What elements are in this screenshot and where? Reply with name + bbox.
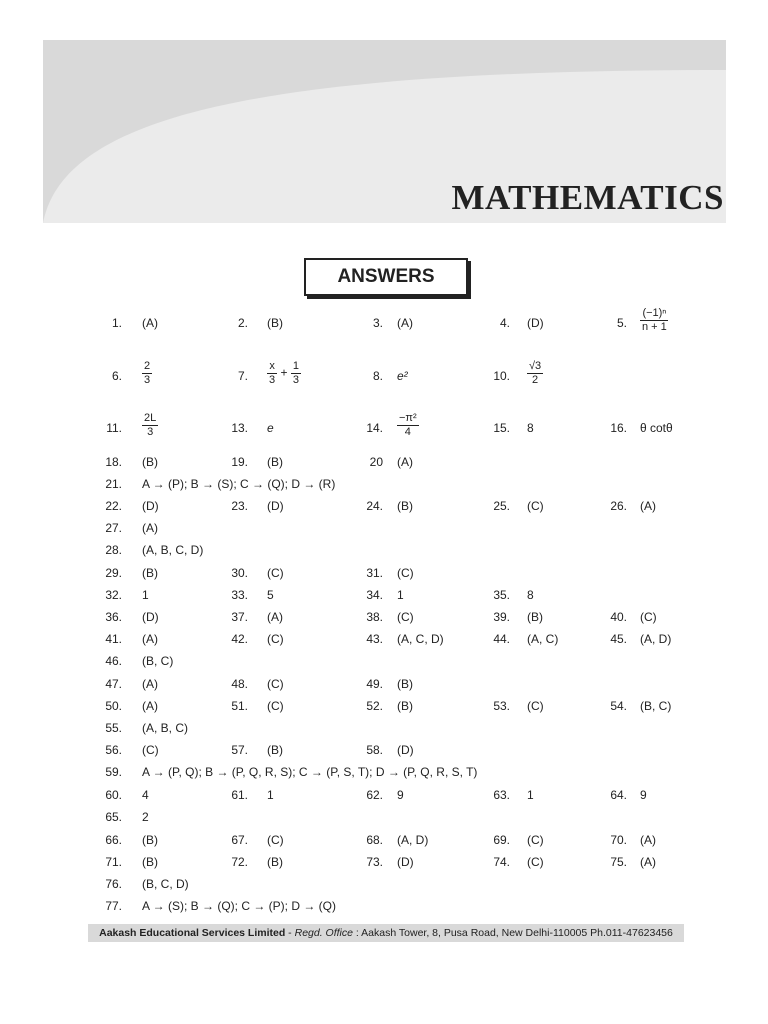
question-number: 66. [105,833,122,847]
answer-value: (B, C) [142,654,174,668]
answer-value: A → (P, Q); B → (P, Q, R, S); C → (P, S, T); D → (P, Q, R, S, T) [142,765,478,779]
denominator: 2 [532,374,539,386]
question-number: 33. [231,588,248,602]
answer-row [0,762,768,782]
answer-value: (A, D) [640,632,672,646]
answer-value: 1 [267,788,274,802]
question-number: 37. [231,610,248,624]
question-number: 39. [493,610,510,624]
question-number: 21. [105,477,122,491]
answer-value: (B) [142,566,158,580]
question-number: 72. [231,855,248,869]
answer-value: (A, C, D) [397,632,444,646]
footer-address: : Aakash Tower, 8, Pusa Road, New Delhi-110005 Ph.011-47623456 [352,927,673,939]
question-number: 38. [366,610,383,624]
question-number: 28. [105,543,122,557]
numerator: x [269,360,275,372]
answer-value: (B) [142,833,158,847]
answer-row [0,674,768,694]
answer-row [0,629,768,649]
answer-value: (D) [527,316,544,330]
question-number: 61. [231,788,248,802]
answer-row [0,496,768,516]
question-number: 7. [237,369,248,383]
answer-value: (D) [142,499,159,513]
question-number: 44. [493,632,510,646]
answer-row [0,785,768,805]
question-number: 59. [105,765,122,779]
answer-value: (A) [142,677,158,691]
answer-row [0,540,768,560]
question-number: 16. [610,421,627,435]
question-number: 64. [610,788,627,802]
answer-row [0,874,768,894]
answer-value [640,307,669,334]
question-number: 14. [366,421,383,435]
answer-value: 2 [142,810,149,824]
answer-value: (B) [267,316,283,330]
question-number: 75. [610,855,627,869]
answer-row [0,740,768,760]
answer-value: (D) [397,743,414,757]
question-number: 15. [493,421,510,435]
answer-value: (B, C) [640,699,672,713]
question-number: 70. [610,833,627,847]
question-number: 50. [105,699,122,713]
question-number: 73. [366,855,383,869]
answer-row [0,585,768,605]
plus-sign: + [277,365,291,380]
answer-value: (A, B, C, D) [142,543,204,557]
question-number: 31. [366,566,383,580]
question-number: 4. [499,316,510,330]
question-number: 55. [105,721,122,735]
question-number: 5. [616,316,627,330]
answer-value: 9 [397,788,404,802]
question-number: 22. [105,499,122,513]
question-number: 8. [372,369,383,383]
answer-value: (A) [142,316,158,330]
question-number: 71. [105,855,122,869]
footer-company: Aakash Educational Services Limited [99,927,286,939]
answer-value: e [267,421,274,435]
answers-heading: ANSWERS [304,258,468,296]
numerator: √3 [529,360,542,372]
answer-row [0,412,768,438]
answer-row [0,474,768,494]
answer-value: (A) [397,455,413,469]
answer-value: (C) [640,610,657,624]
question-number: 35. [493,588,510,602]
answer-value: (B) [397,699,413,713]
answer-row [0,896,768,916]
footer-separator: - [285,927,295,939]
answer-value: (C) [267,833,284,847]
answer-value: A → (P); B → (S); C → (Q); D → (R) [142,477,336,491]
question-number: 32. [105,588,122,602]
answer-row [0,852,768,872]
answer-value [527,360,543,387]
answer-value: (A) [142,699,158,713]
question-number: 1. [111,316,122,330]
question-number: 48. [231,677,248,691]
fraction [142,360,152,387]
answer-value: (A) [640,499,656,513]
question-number: 77. [105,899,122,913]
question-number: 58. [366,743,383,757]
question-number: 46. [105,654,122,668]
numerator: 2 [144,360,151,372]
numerator: −π² [399,412,417,424]
question-number: 49. [366,677,383,691]
question-number: 23. [231,499,248,513]
denominator: n + 1 [642,321,667,333]
numerator: (−1)ⁿ [642,307,667,319]
fraction [291,360,301,387]
question-number: 42. [231,632,248,646]
denominator: 3 [147,426,154,438]
answer-value: 9 [640,788,647,802]
question-number: 74. [493,855,510,869]
answer-value: (B) [397,677,413,691]
question-number: 67. [231,833,248,847]
question-number: 76. [105,877,122,891]
footer [88,924,684,942]
answer-value: (C) [267,699,284,713]
answer-value: (C) [527,833,544,847]
answer-value: (B, C, D) [142,877,189,891]
answer-value: e² [397,369,408,383]
answer-value: A → (S); B → (Q); C → (P); D → (Q) [142,899,336,913]
answer-value: (A) [640,855,656,869]
answer-value: (C) [527,499,544,513]
question-number: 30. [231,566,248,580]
answer-row [0,718,768,738]
question-number: 6. [111,369,122,383]
fraction [397,412,419,439]
footer-office-label: Regd. Office [294,927,353,939]
question-number: 25. [493,499,510,513]
answer-value: (B) [397,499,413,513]
question-number: 24. [366,499,383,513]
answer-value: (A) [142,632,158,646]
question-number: 43. [366,632,383,646]
answer-value: (A, D) [397,833,429,847]
answer-value [267,360,301,387]
answer-value: (B) [267,455,283,469]
question-number: 2. [237,316,248,330]
answer-value: 1 [527,788,534,802]
fraction [640,307,669,334]
answer-value: 8 [527,421,534,435]
numerator: 1 [292,360,299,372]
denominator: 3 [269,374,276,386]
question-number: 18. [105,455,122,469]
question-number: 27. [105,521,122,535]
answer-row [0,518,768,538]
question-number: 29. [105,566,122,580]
answer-value: (B) [267,743,283,757]
answer-row [0,607,768,627]
answer-value: (C) [142,743,159,757]
answer-value [142,360,152,387]
answer-value: (A, C) [527,632,559,646]
question-number: 53. [493,699,510,713]
answer-row [0,830,768,850]
question-number: 10. [493,369,510,383]
answer-row [0,307,768,333]
answer-value: (C) [527,855,544,869]
question-number: 45. [610,632,627,646]
answer-value: 8 [527,588,534,602]
answer-row [0,807,768,827]
answer-row [0,651,768,671]
answer-value: 1 [397,588,404,602]
answer-value: (D) [397,855,414,869]
answer-row [0,563,768,583]
answer-value [142,412,158,439]
question-number: 47. [105,677,122,691]
answer-value: (A) [142,521,158,535]
answer-value: (C) [527,699,544,713]
answer-value: (C) [397,610,414,624]
denominator: 3 [144,374,151,386]
question-number: 63. [493,788,510,802]
question-number: 69. [493,833,510,847]
question-number: 51. [231,699,248,713]
answer-value: (B) [267,855,283,869]
question-number: 65. [105,810,122,824]
answer-value: (C) [267,632,284,646]
subject-title: MATHEMATICS [451,178,724,217]
answer-value: (C) [397,566,414,580]
answer-value: (A, B, C) [142,721,189,735]
question-number: 68. [366,833,383,847]
question-number: 54. [610,699,627,713]
fraction [142,412,158,439]
question-number: 19. [231,455,248,469]
answer-value: (C) [267,566,284,580]
answer-value: (B) [527,610,543,624]
question-number: 56. [105,743,122,757]
answer-value [397,412,419,439]
question-number: 40. [610,610,627,624]
denominator: 4 [404,426,411,438]
answer-row [0,696,768,716]
question-number: 13. [231,421,248,435]
answer-value: 4 [142,788,149,802]
answer-value: θ cotθ [640,421,673,435]
answer-value: 5 [267,588,274,602]
answer-value: (D) [267,499,284,513]
question-number: 57. [231,743,248,757]
question-number: 20 [369,455,383,469]
question-number: 52. [366,699,383,713]
fraction [527,360,543,387]
question-number: 26. [610,499,627,513]
answer-row [0,360,768,386]
fraction [267,360,277,387]
answer-value: (A) [267,610,283,624]
question-number: 3. [372,316,383,330]
question-number: 34. [366,588,383,602]
answer-value: (B) [142,455,158,469]
question-number: 60. [105,788,122,802]
answer-row [0,452,768,472]
question-number: 62. [366,788,383,802]
question-number: 11. [106,421,122,435]
answer-value: (D) [142,610,159,624]
answer-value: (A) [640,833,656,847]
answer-value: (A) [397,316,413,330]
denominator: 3 [292,374,299,386]
question-number: 41. [105,632,122,646]
question-number: 36. [105,610,122,624]
answer-value: 1 [142,588,149,602]
numerator: 2L [144,412,157,424]
answer-value: (C) [267,677,284,691]
answer-value: (B) [142,855,158,869]
